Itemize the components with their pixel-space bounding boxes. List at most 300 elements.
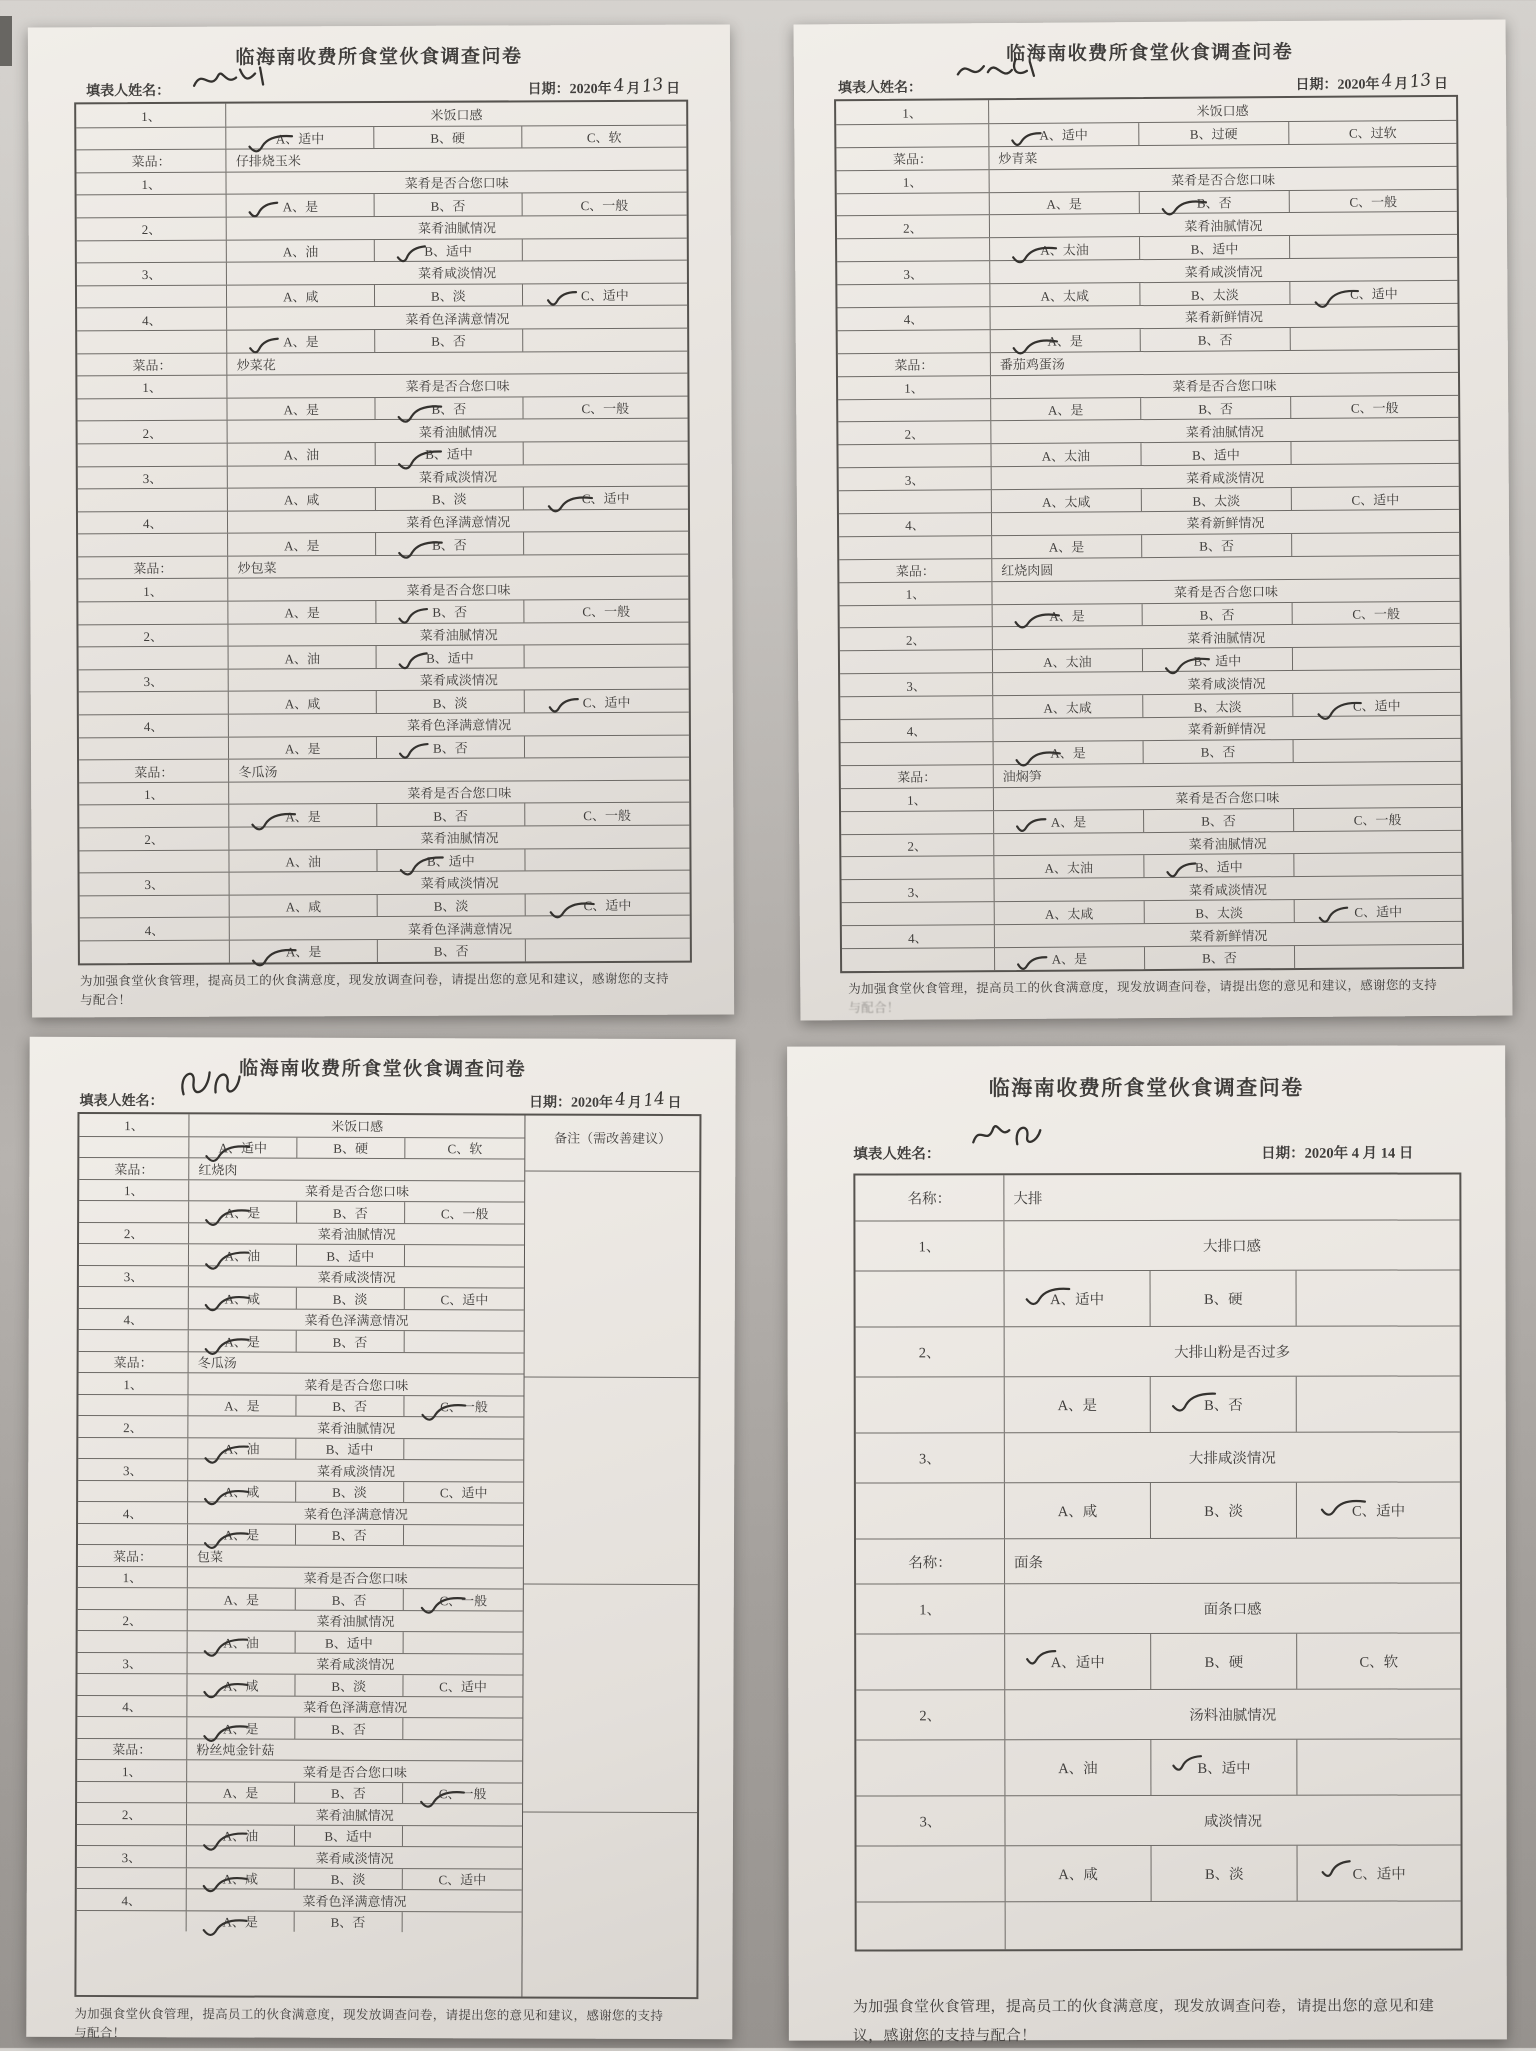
option-label: A、是	[1049, 608, 1085, 624]
option-cell	[294, 1632, 402, 1653]
dish-name: 番茄鸡蛋汤	[990, 350, 1458, 375]
option-cell	[296, 1137, 404, 1158]
option-cell	[524, 848, 689, 870]
date-day-handwritten: 13	[641, 74, 666, 98]
option-cell	[990, 398, 1140, 421]
question-row	[80, 870, 690, 895]
option-cell	[187, 1674, 295, 1695]
question-text: 菜肴是否合您口味	[188, 1180, 524, 1202]
option-label: A、适中	[218, 1140, 268, 1156]
question-row	[77, 215, 687, 240]
dish-label: 菜品：	[134, 764, 174, 780]
option-label: A、太油	[1041, 448, 1091, 464]
option-label: B、淡	[1204, 1503, 1243, 1520]
option-cell	[522, 442, 687, 464]
option-cell	[377, 939, 525, 961]
option-cell	[228, 646, 376, 668]
question-number: 4、	[143, 719, 164, 735]
option-label: A、咸	[223, 1678, 259, 1694]
option-cell	[989, 192, 1139, 215]
dish-row	[76, 147, 686, 172]
option-cell	[296, 1202, 404, 1223]
question-number: 3、	[121, 1849, 142, 1865]
dish-label: 名称：	[907, 1191, 952, 1208]
empty-number-cell	[77, 331, 227, 353]
signature-handwriting	[971, 1120, 1055, 1156]
empty-number-cell	[78, 534, 228, 556]
option-label: A、是	[285, 944, 322, 960]
option-label: A、是	[223, 1721, 259, 1737]
question-row	[79, 1178, 524, 1201]
option-cell	[374, 239, 522, 261]
option-cell	[227, 488, 375, 510]
option-cell	[187, 1438, 295, 1459]
option-label: C、适中	[439, 1678, 487, 1695]
option-cell	[1150, 1740, 1296, 1795]
question-number: 1、	[144, 787, 164, 803]
options-row	[79, 847, 689, 872]
option-label: B、淡	[332, 1291, 368, 1307]
question-row	[79, 1307, 524, 1330]
dish-name: 油焖笋	[993, 762, 1461, 787]
empty-number-cell	[840, 605, 992, 628]
option-label: A、咸	[1057, 1504, 1098, 1521]
option-cell	[228, 601, 376, 623]
option-label: A、是	[224, 1205, 261, 1221]
question-number: 2、	[123, 1226, 144, 1242]
options-row	[77, 192, 687, 217]
option-cell	[404, 1138, 525, 1159]
date-text	[527, 74, 681, 99]
form-title: 临海南收费所食堂伙食调查问卷	[988, 1075, 1304, 1101]
empty-number-cell	[77, 195, 227, 217]
option-cell	[1291, 533, 1459, 556]
question-number: 2、	[907, 838, 928, 854]
option-label: A、咸	[222, 1871, 259, 1887]
question-number: 1、	[142, 380, 162, 396]
option-label: A、太咸	[1040, 288, 1090, 304]
option-cell	[188, 1201, 296, 1222]
remark-empty-cell	[523, 1584, 697, 1813]
question-text: 大排咸淡情况	[1004, 1432, 1460, 1482]
option-label: B、淡	[432, 695, 468, 711]
options-row	[80, 892, 690, 917]
form-meta-row	[79, 1090, 681, 1112]
option-cell	[403, 1288, 524, 1309]
options-row	[79, 689, 689, 714]
option-cell	[1292, 693, 1460, 716]
option-cell	[376, 849, 524, 871]
question-text: 菜肴油腻情况	[188, 1223, 524, 1245]
date-prefix: 日期：2020年	[529, 1095, 614, 1111]
option-cell	[1292, 647, 1460, 670]
option-label: A、太咸	[1042, 494, 1091, 510]
empty-number-cell	[79, 1136, 188, 1157]
options-row	[79, 734, 689, 759]
option-cell	[186, 1782, 294, 1803]
option-cell	[1296, 1633, 1460, 1688]
question-row	[77, 1802, 522, 1825]
remark-empty-cell	[524, 1377, 698, 1585]
question-number: 1、	[123, 1376, 143, 1392]
name-field	[79, 1090, 163, 1110]
question-text: 米饭口感	[189, 1114, 525, 1137]
option-cell	[521, 193, 686, 215]
option-cell	[295, 1481, 403, 1502]
question-text: 菜肴油腻情况	[186, 1803, 522, 1825]
options-row	[77, 282, 687, 307]
option-cell	[1150, 1377, 1296, 1432]
option-cell	[376, 646, 524, 668]
question-number: 2、	[142, 425, 163, 441]
question-text: 菜肴是否合您口味	[228, 577, 689, 601]
dish-name: 粉丝炖金针菇	[186, 1739, 522, 1761]
question-row	[77, 1888, 522, 1911]
option-label: A、是	[1047, 333, 1083, 350]
question-text: 菜肴油腻情况	[229, 826, 690, 850]
option-label: B、淡	[433, 898, 469, 914]
question-number: 2、	[919, 1708, 942, 1725]
option-cell	[294, 1675, 402, 1696]
option-label: B、淡	[330, 1872, 366, 1888]
options-row	[77, 1909, 522, 1932]
empty-number-cell	[837, 193, 989, 216]
option-cell	[296, 1288, 404, 1309]
option-label: A、是	[285, 808, 321, 825]
option-label: B、否	[1198, 401, 1234, 417]
options-row	[856, 1738, 1460, 1795]
option-label: A、太咸	[1043, 700, 1092, 716]
option-label: C、适中	[438, 1872, 487, 1888]
option-label: C、一般	[1352, 606, 1401, 622]
option-cell	[404, 1202, 525, 1223]
empty-number-cell	[79, 1330, 188, 1351]
option-label: B、适中	[426, 853, 475, 869]
question-text: 菜肴咸淡情况	[226, 261, 687, 285]
question-text: 菜肴是否合您口味	[187, 1567, 523, 1589]
options-row	[77, 1823, 522, 1846]
question-number: 4、	[122, 1505, 143, 1521]
question-number: 4、	[121, 1892, 142, 1908]
form-title: 临海南收费所食堂伙食调查问卷	[239, 1058, 527, 1081]
option-label: C、适中	[1351, 1503, 1406, 1520]
option-label: C、一般	[580, 197, 629, 213]
option-label: C、一般	[438, 1786, 487, 1802]
date-day-handwritten: 14	[642, 1088, 667, 1112]
empty-number-cell	[857, 1902, 1005, 1949]
option-cell	[994, 947, 1144, 970]
dish-name: 炒青菜	[988, 144, 1456, 169]
remark-header: 备注（需改善建议）	[554, 1130, 672, 1147]
option-cell	[187, 1588, 295, 1609]
option-label: B、硬	[430, 130, 466, 146]
option-label: C、适中	[582, 694, 631, 710]
question-text: 咸淡情况	[1004, 1795, 1460, 1845]
question-text: 面条口感	[1004, 1583, 1460, 1633]
question-text: 米饭口感	[226, 102, 687, 127]
option-cell	[294, 1718, 402, 1739]
option-cell	[188, 1395, 296, 1416]
option-label: C、软	[1359, 1654, 1399, 1671]
option-label: B、适中	[1197, 1760, 1251, 1777]
option-label: A、是	[222, 1914, 258, 1930]
option-cell	[226, 127, 374, 149]
option-cell	[1297, 1845, 1461, 1900]
question-number: 1、	[907, 792, 927, 808]
option-cell	[188, 1330, 296, 1351]
option-cell	[522, 283, 687, 305]
option-cell	[186, 1717, 294, 1738]
empty-number-cell	[77, 1867, 186, 1888]
option-label: A、咸	[223, 1484, 260, 1500]
option-label: B、淡	[431, 288, 466, 304]
option-cell	[403, 1331, 524, 1352]
empty-number-cell	[77, 1717, 186, 1738]
dish-label: 菜品：	[132, 357, 172, 373]
option-cell	[403, 1525, 524, 1546]
option-cell	[228, 691, 376, 713]
option-label: C、一般	[1353, 812, 1402, 828]
option-cell	[524, 893, 689, 915]
option-cell	[523, 532, 688, 554]
question-row	[79, 825, 689, 850]
question-row	[79, 779, 689, 804]
name-field	[838, 77, 922, 98]
question-text: 菜肴新鲜情况	[989, 304, 1457, 329]
option-label: B、硬	[333, 1141, 368, 1157]
option-cell	[227, 443, 375, 465]
option-label: B、适中	[1190, 241, 1239, 257]
empty-number-cell	[77, 398, 227, 420]
question-number: 4、	[906, 724, 927, 740]
question-number: 3、	[904, 472, 925, 488]
option-cell	[227, 398, 375, 420]
option-label: A、太油	[1044, 860, 1094, 876]
options-row	[79, 1135, 524, 1158]
dish-name: 冬瓜汤	[228, 758, 689, 782]
empty-number-cell	[78, 1588, 187, 1609]
option-label: B、否	[332, 1399, 368, 1415]
question-text: 大排口感	[1003, 1220, 1459, 1270]
option-label: A、是	[283, 402, 319, 418]
option-cell	[188, 1137, 296, 1158]
question-number: 1、	[122, 1570, 143, 1586]
question-number: 1、	[919, 1602, 941, 1619]
question-row	[77, 1759, 522, 1782]
option-cell	[226, 240, 374, 262]
option-label: B、否	[432, 537, 467, 553]
options-row	[80, 938, 690, 963]
option-cell	[988, 123, 1138, 146]
question-text: 菜肴咸淡情况	[187, 1459, 523, 1481]
empty-number-cell	[856, 1377, 1004, 1432]
option-label: B、否	[1204, 1397, 1243, 1414]
option-label: B、淡	[431, 492, 467, 508]
dish-row	[855, 1174, 1459, 1220]
question-text: 菜肴油腻情况	[187, 1416, 523, 1438]
empty-number-cell	[77, 1824, 186, 1845]
footer-note	[80, 969, 690, 1010]
option-label: A、是	[1051, 951, 1088, 968]
name-label: 填表人姓名：	[86, 83, 171, 100]
option-label: A、咸	[283, 492, 320, 508]
option-cell	[376, 804, 524, 826]
option-label: A、是	[222, 1785, 259, 1801]
option-cell	[375, 397, 523, 419]
question-text: 菜肴油腻情况	[993, 830, 1461, 855]
question-row	[79, 667, 689, 692]
question-text: 菜肴咸淡情况	[186, 1846, 522, 1868]
option-label: B、否	[433, 943, 469, 960]
option-cell	[1290, 395, 1458, 418]
option-label: C、一般	[439, 1592, 488, 1609]
options-row	[77, 1673, 522, 1696]
option-label: B、否	[430, 198, 466, 214]
option-label: B、淡	[332, 1485, 367, 1501]
empty-number-cell	[79, 805, 229, 827]
question-row	[77, 260, 687, 285]
question-number: 2、	[143, 628, 164, 644]
survey-form-1	[28, 24, 734, 1017]
dish-label: 菜品：	[131, 154, 171, 170]
question-row	[78, 1651, 523, 1674]
empty-number-cell	[839, 490, 991, 513]
option-label: A、是	[282, 198, 319, 215]
option-cell	[1141, 534, 1291, 557]
dish-label: 名称：	[908, 1554, 952, 1571]
empty-cell	[1005, 1901, 1461, 1949]
question-row	[76, 102, 686, 127]
option-label: B、否	[431, 333, 466, 350]
option-cell	[994, 901, 1144, 924]
question-number: 2、	[123, 1419, 143, 1435]
name-label: 填表人姓名：	[837, 80, 923, 97]
option-label: B、适中	[324, 1829, 373, 1845]
options-row	[856, 1375, 1460, 1432]
option-cell	[377, 894, 525, 916]
option-cell	[403, 1482, 524, 1503]
date-day-char: 日	[1433, 76, 1449, 93]
option-cell	[226, 194, 374, 216]
option-label: A、是	[1047, 402, 1084, 418]
option-label: A、油	[1058, 1761, 1098, 1778]
options-row	[79, 1286, 524, 1309]
option-label: C、一般	[1349, 194, 1398, 210]
question-text: 菜肴色泽满意情况	[228, 713, 689, 737]
option-cell	[1290, 327, 1458, 350]
option-label: B、适中	[424, 243, 473, 259]
question-text: 米饭口感	[988, 97, 1456, 123]
empty-number-cell	[836, 124, 988, 147]
footer-line-1: 为加强食堂伙食管理，提高员工的伙食满意度，现发放调查问卷，请提出您的意见和建议，感谢您的支持	[848, 977, 1438, 996]
question-text: 菜肴是否合您口味	[186, 1760, 522, 1782]
question-number: 4、	[123, 1312, 144, 1328]
option-label: B、淡	[1204, 1866, 1244, 1883]
question-number: 3、	[122, 1656, 142, 1672]
option-label: A、油	[223, 1635, 259, 1651]
option-cell	[402, 1826, 523, 1847]
option-label: C、适中	[1350, 285, 1398, 302]
option-cell	[992, 741, 1142, 764]
empty-number-cell	[842, 948, 994, 971]
question-text: 菜肴新鲜情况	[994, 922, 1462, 947]
dish-name: 包菜	[187, 1545, 523, 1567]
question-row	[76, 169, 686, 194]
survey-table	[74, 1112, 701, 1999]
option-cell	[523, 645, 688, 667]
option-cell	[989, 283, 1139, 306]
option-cell	[992, 695, 1142, 718]
option-cell	[1143, 809, 1293, 832]
option-label: B、适中	[1193, 653, 1242, 669]
options-row	[78, 1630, 523, 1653]
empty-number-cell	[77, 1674, 186, 1695]
empty-number-cell	[76, 127, 226, 149]
options-row	[76, 124, 686, 149]
option-label: A、适中	[275, 131, 325, 147]
question-text: 菜肴咸淡情况	[187, 1653, 523, 1675]
question-text: 菜肴新鲜情况	[991, 510, 1459, 535]
option-cell	[376, 691, 524, 713]
option-cell	[376, 736, 524, 758]
options-row	[77, 1780, 522, 1803]
option-label: A、咸	[284, 696, 321, 712]
option-cell	[1142, 603, 1292, 626]
question-row	[79, 1221, 524, 1244]
option-label: B、否	[432, 604, 468, 621]
option-cell	[522, 396, 687, 418]
empty-number-cell	[837, 238, 989, 261]
option-label: B、否	[1202, 950, 1237, 967]
option-cell	[186, 1911, 294, 1932]
option-cell	[294, 1825, 402, 1846]
question-row	[78, 576, 688, 601]
date-printed: 日期：2020年 4 月 14 日	[1261, 1145, 1414, 1162]
question-number: 1、	[918, 1239, 941, 1256]
option-cell	[229, 804, 377, 826]
option-cell	[1143, 854, 1293, 877]
question-number: 4、	[142, 515, 163, 532]
option-label: A、是	[1046, 196, 1082, 212]
options-row	[78, 1436, 523, 1459]
question-number: 4、	[908, 930, 928, 946]
option-label: B、否	[1201, 813, 1236, 829]
footer-line-1: 为加强食堂伙食管理，提高员工的伙食满意度，现发放调查问卷，请提出您的意见和建议，感谢您的支持	[74, 2006, 664, 2023]
option-label: A、油	[224, 1441, 260, 1457]
option-label: C、一般	[583, 807, 631, 823]
question-number: 1、	[902, 105, 922, 121]
option-cell	[523, 600, 688, 622]
form-meta-row	[86, 74, 681, 101]
options-row	[856, 1481, 1460, 1538]
option-cell	[402, 1632, 523, 1653]
option-label: B、否	[331, 1786, 366, 1802]
question-text: 大排山粉是否过多	[1004, 1326, 1460, 1376]
question-number: 1、	[902, 174, 923, 190]
option-label: B、适中	[325, 1442, 374, 1458]
option-label: B、适中	[426, 650, 474, 666]
empty-number-cell	[842, 902, 994, 925]
option-label: B、否	[431, 401, 467, 417]
option-cell	[188, 1287, 296, 1308]
option-label: A、是	[1057, 1398, 1098, 1415]
question-number: 1、	[121, 1763, 142, 1779]
option-cell	[1144, 946, 1294, 969]
question-text: 汤料油腻情况	[1004, 1689, 1460, 1739]
option-cell	[1293, 853, 1461, 876]
options-row	[857, 1844, 1461, 1901]
option-cell	[523, 487, 688, 509]
